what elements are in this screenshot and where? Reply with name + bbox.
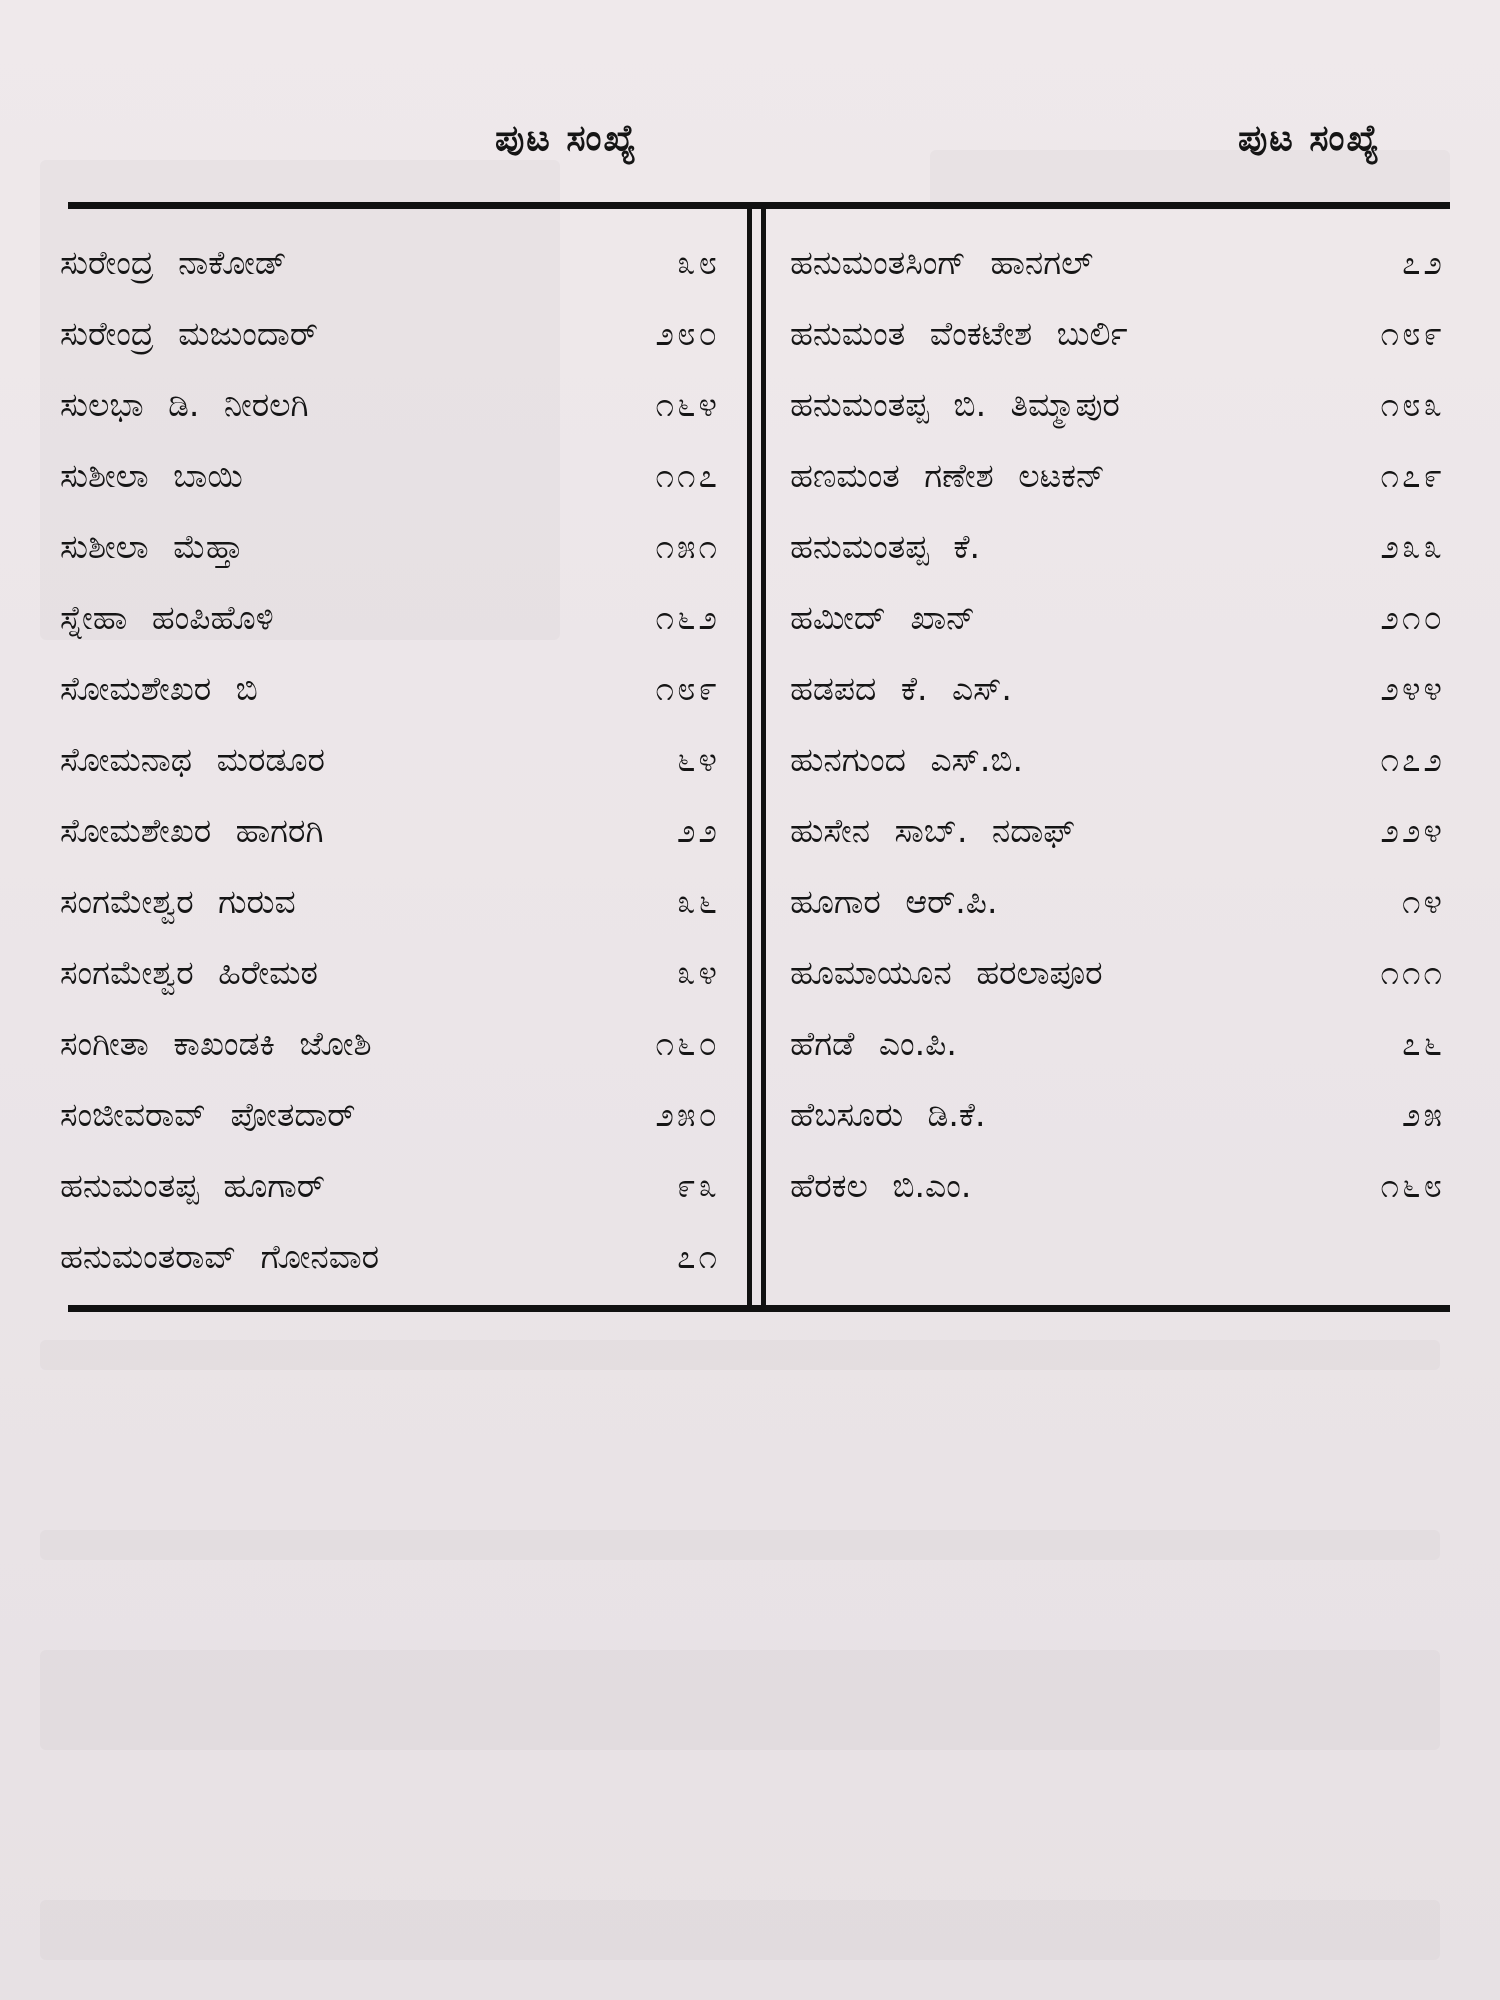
entry-page-number: ೧೪ [1402,882,1445,921]
entry-page-number: ೩೮ [677,243,720,282]
index-entry [790,1024,1445,1095]
index-entry [60,953,720,1024]
index-entry [60,1237,720,1308]
index-entry [60,1095,720,1166]
entry-name: ಸುಶೀಲಾ ಬಾಯಿ [60,456,243,495]
left-column-header: ಪುಟ ಸಂಖ್ಯೆ [495,118,639,159]
entry-page-number: ೧೮೯ [1380,314,1445,353]
index-entry [790,740,1445,811]
entry-page-number: ೧೧೧ [1380,953,1445,992]
entry-page-number: ೩೬ [677,882,720,921]
index-entry [790,527,1445,598]
entry-page-number: ೨೪೪ [1380,669,1445,708]
right-index-column [790,243,1445,1237]
entry-page-number: ೧೬೮ [1380,1166,1445,1205]
entry-name: ಹೆಬಸೂರು ಡಿ.ಕೆ. [790,1095,986,1134]
entry-name: ಸೋಮಶೇಖರ ಹಾಗರಗಿ [60,811,324,850]
index-entry [60,1024,720,1095]
entry-page-number: ೧೬೦ [655,1024,720,1063]
entry-page-number: ೧೭೨ [1380,740,1445,779]
bleed-through-shadow [40,1900,1440,1960]
entry-page-number: ೨೧೦ [1380,598,1445,637]
entry-page-number: ೬೪ [677,740,720,779]
entry-name: ಹನುಮಂತ ವೆಂಕಟೇಶ ಬುರ್ಲಿ [790,314,1128,353]
entry-page-number: ೧೮೯ [655,669,720,708]
entry-name: ಸ್ನೇಹಾ ಹಂಪಿಹೊಳಿ [60,598,274,637]
entry-name: ಸೋಮನಾಥ ಮರಡೂರ [60,740,325,779]
entry-name: ಸಂಗಮೇಶ್ವರ ಗುರುವ [60,882,296,921]
column-divider [747,208,752,1308]
entry-name: ಹೂಗಾರ ಆರ್.ಪಿ. [790,882,998,921]
index-entry [60,882,720,953]
entry-page-number: ೯೩ [677,1166,720,1205]
index-entry [790,1166,1445,1237]
left-index-column [60,243,720,1308]
entry-name: ಹೆರಕಲ ಬಿ.ಎಂ. [790,1166,972,1205]
top-rule [68,202,1450,209]
index-entry [790,669,1445,740]
entry-name: ಹೂಮಾಯೂನ ಹರಲಾಪೂರ [790,953,1103,992]
entry-name: ಸಂಗಮೇಶ್ವರ ಹಿರೇಮಠ [60,953,318,992]
entry-name: ಹೆಗಡೆ ಎಂ.ಪಿ. [790,1024,957,1063]
entry-name: ಸಂಗೀತಾ ಕಾಖಂಡಕಿ ಜೋಶಿ [60,1024,372,1063]
entry-page-number: ೭೧ [677,1237,720,1276]
entry-page-number: ೨೮೦ [655,314,720,353]
entry-page-number: ೨೩೩ [1380,527,1445,566]
entry-page-number: ೧೫೧ [655,527,720,566]
entry-page-number: ೭೨ [1402,243,1445,282]
entry-page-number: ೩೪ [677,953,720,992]
entry-name: ಹನುಮಂತಪ್ಪ ಬಿ. ತಿಮ್ಮಾಪುರ [790,385,1120,424]
index-entry [790,811,1445,882]
entry-name: ಹನುಮಂತಸಿಂಗ್ ಹಾನಗಲ್ [790,243,1094,282]
index-entry [60,456,720,527]
index-entry [60,527,720,598]
entry-name: ಸುರೇಂದ್ರ ನಾಕೋಡ್ [60,243,287,282]
index-entry [790,456,1445,527]
entry-name: ಹನುಮಂತರಾವ್ ಗೋನವಾರ [60,1237,380,1276]
index-entry [790,385,1445,456]
entry-page-number: ೧೮೩ [1380,385,1445,424]
entry-name: ಹಣಮಂತ ಗಣೇಶ ಲಟಕನ್ [790,456,1106,495]
entry-name: ಸಂಜೀವರಾವ್ ಪೋತದಾರ್ [60,1095,356,1134]
index-entry [60,811,720,882]
entry-page-number: ೧೬೪ [655,385,720,424]
index-entry [790,243,1445,314]
entry-page-number: ೭೬ [1402,1024,1445,1063]
entry-name: ಸೋಮಶೇಖರ ಬಿ [60,669,258,708]
index-entry [60,598,720,669]
entry-page-number: ೧೭೯ [1380,456,1445,495]
index-entry [790,1095,1445,1166]
index-entry [790,882,1445,953]
index-entry [60,669,720,740]
index-entry [60,740,720,811]
index-entry [60,314,720,385]
index-entry [790,953,1445,1024]
column-divider [761,208,766,1308]
entry-name: ಹಮೀದ್ ಖಾನ್ [790,598,976,637]
entry-name: ಹುಸೇನ ಸಾಬ್. ನದಾಫ್ [790,811,1076,850]
entry-name: ಹುನಗುಂದ ಎಸ್.ಬಿ. [790,740,1024,779]
bleed-through-shadow [40,1530,1440,1560]
entry-page-number: ೨೨೪ [1380,811,1445,850]
bleed-through-shadow [40,1650,1440,1750]
entry-name: ಹನುಮಂತಪ್ಪ ಹೂಗಾರ್ [60,1166,325,1205]
entry-name: ಹಡಪದ ಕೆ. ಎಸ್. [790,669,1012,708]
right-column-header: ಪುಟ ಸಂಖ್ಯೆ [1238,118,1382,159]
entry-page-number: ೨೫ [1402,1095,1445,1134]
index-entry [60,243,720,314]
index-entry [790,314,1445,385]
bleed-through-shadow [40,1340,1440,1370]
index-entry [790,598,1445,669]
index-entry [60,385,720,456]
entry-page-number: ೨೨ [677,811,720,850]
entry-name: ಸುಲಭಾ ಡಿ. ನೀರಲಗಿ [60,385,309,424]
entry-name: ಸುಶೀಲಾ ಮೆಹ್ತಾ [60,527,244,566]
index-entry [60,1166,720,1237]
entry-page-number: ೧೬೨ [655,598,720,637]
entry-name: ಹನುಮಂತಪ್ಪ ಕೆ. [790,527,981,566]
entry-name: ಸುರೇಂದ್ರ ಮಜುಂದಾರ್ [60,314,318,353]
entry-page-number: ೧೧೭ [655,456,720,495]
entry-page-number: ೨೫೦ [655,1095,720,1134]
